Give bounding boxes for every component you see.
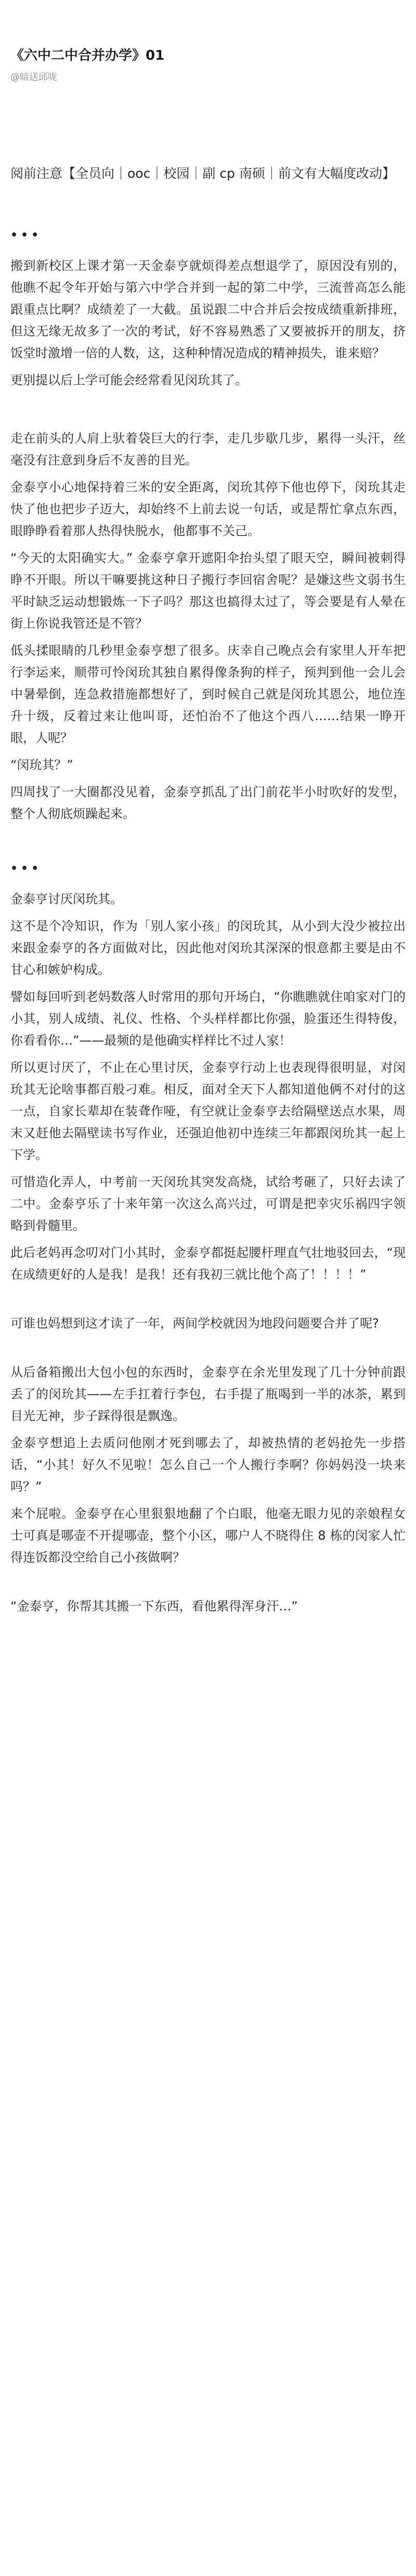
section-separator-2: ••• — [10, 862, 42, 875]
paragraph: 可谁也妈想到这才读了一年，两间学校就因为地段问题要合并了呢? — [10, 1316, 379, 1331]
reading-notice: 阅前注意【全员向｜ooc｜校园｜副 cp 南硕｜前文有大幅度改动】 — [10, 166, 395, 181]
paragraph: 金泰亨小心地保持着三米的安全距离，闵玧其停下他也停下，闵玧其走快了他也把步子迈大，却始终不上前去说一句话，或是帮忙拿点东西，眼睁睁看着那人热得快脱水，他都事不关己。 — [10, 480, 406, 538]
paragraph: 更别提以后上学可能会经常看见闵玧其了。 — [10, 373, 248, 387]
paragraph: 可惜造化弄人，中考前一天闵玧其突发高烧，试给考砸了，只好去读了二中。金泰亨乐了十来年第一次这么高兴过，可谓是把幸灾乐祸四字领略到骨髓里。 — [10, 1175, 406, 1233]
paragraph: 这不是个冷知识，作为「别人家小孩」的闵玧其，从小到大没少被拉出来跟金泰亨的各方面做对比，因此他对闵玧其深深的恨意都主要是由不甘心和嫉妒构成。 — [10, 919, 406, 977]
paragraph: 从后备箱搬出大包小包的东西时，金泰亨在余光里发现了几十分钟前跟丢了的闵玧其——左手扛着行李包，右手提了瓶喝到一半的冰茶，累到目光无神，步子踩得很是飘逸。 — [10, 1365, 406, 1423]
paragraph: 金泰亨想追上去质问他刚才死到哪去了，却被热情的老妈抢先一步搭话，“小其！好久不见啦！怎么自己一个人搬行李啊？你妈妈没一块来吗？” — [10, 1436, 406, 1494]
paragraph: 此后老妈再念叨对门小其时，金泰亨都挺起腰杆理直气壮地驳回去，“现在成绩更好的人是我！是我！还有我初三就比他个高了！！！！” — [10, 1245, 406, 1282]
section-separator-1: ••• — [10, 229, 42, 242]
paragraph: 来个屁啦。金泰亨在心里狠狠地翻了个白眼，他毫无眼力见的亲娘程女士可真是哪壶不开提哪壶，整个小区，哪户人不晓得住 8 栋的闵家人忙得连饭都没空给自己小孩做啊？ — [10, 1506, 406, 1565]
paragraph: “闵玧其？” — [10, 758, 73, 772]
paragraph: 譬如每回听到老妈数落人时常用的那句开场白，“你瞧瞧就住咱家对门的小其，别人成绩、礼仪、性格、个头样样都比你强，脸蛋还生得特俊，你看看你…”——最频的是他确实样样比不过人家！ — [10, 990, 406, 1048]
paragraph: “今天的太阳确实大。” 金泰亨拿开遮阳伞抬头望了眼天空，瞬间被刺得睁不开眼。所以干嘛要挑这种日子搬行李回宿舍呢？是嫌这些文弱书生平时缺乏运动想锻炼一下子吗？那这也搞得太过了，等会要是有人晕在街上你说我管还是不管？ — [10, 551, 406, 631]
paragraph: 金泰亨讨厌闵玧其。 — [10, 892, 123, 906]
author-handle[interactable]: @暗送邱咙 — [10, 72, 57, 83]
paragraph: “金泰亨，你帮其其搬一下东西，看他累得浑身汗…” — [10, 1599, 298, 1614]
paragraph: 低头揉眼睛的几秒里金泰亨想了很多。庆幸自己晚点会有家里人开车把行李运来，顺带可怜闵玧其独自累得像条狗的样子，预判到他一会儿会中暑晕倒，连急救措施都想好了，到时候自己就是闵玧其恩公，地位连升十级，反着过来让他叫哥，还怕治不了他这个西八……结果一睁开眼，人呢？ — [10, 643, 406, 745]
paragraph: 走在前头的人肩上驮着袋巨大的行李，走几步歇几步，累得一头汗，丝毫没有注意到身后不友善的目光。 — [10, 431, 406, 467]
paragraph: 四周找了一大圈都没见着，金泰亨抓乱了出门前花半小时吹好的发型，整个人彻底烦躁起来。 — [10, 785, 406, 821]
paragraph: 所以更讨厌了，不止在心里讨厌，金泰亨行动上也表现得很明显，对闵玧其无论啥事都百般刁难。相反，面对全天下人都知道他俩不对付的这一点，自家长辈却在装聋作哑，有空就让金泰亨去给隔壁送点水果，周末又赶他去隔壁读书写作业，还强迫他初中连续三年都跟闵玧其一起上下学。 — [10, 1060, 406, 1162]
paragraph: 搬到新校区上课才第一天金泰亨就烦得差点想退学了，原因没有别的，他瞧不起令年开始与第六中学合并到一起的第二中学，三流普高怎么能跟重点比啊？成绩差了一大截。虽说跟二中合并后会按成绩重新排班，但这无缘无故多了一次的考试，好不容易熟悉了又要被拆开的朋友，挤饭堂时激增一倍的人数，这，这种种情况造成的精神损失，谁来赔？ — [10, 258, 406, 360]
article-title: 《六中二中合并办学》01 — [10, 48, 165, 63]
